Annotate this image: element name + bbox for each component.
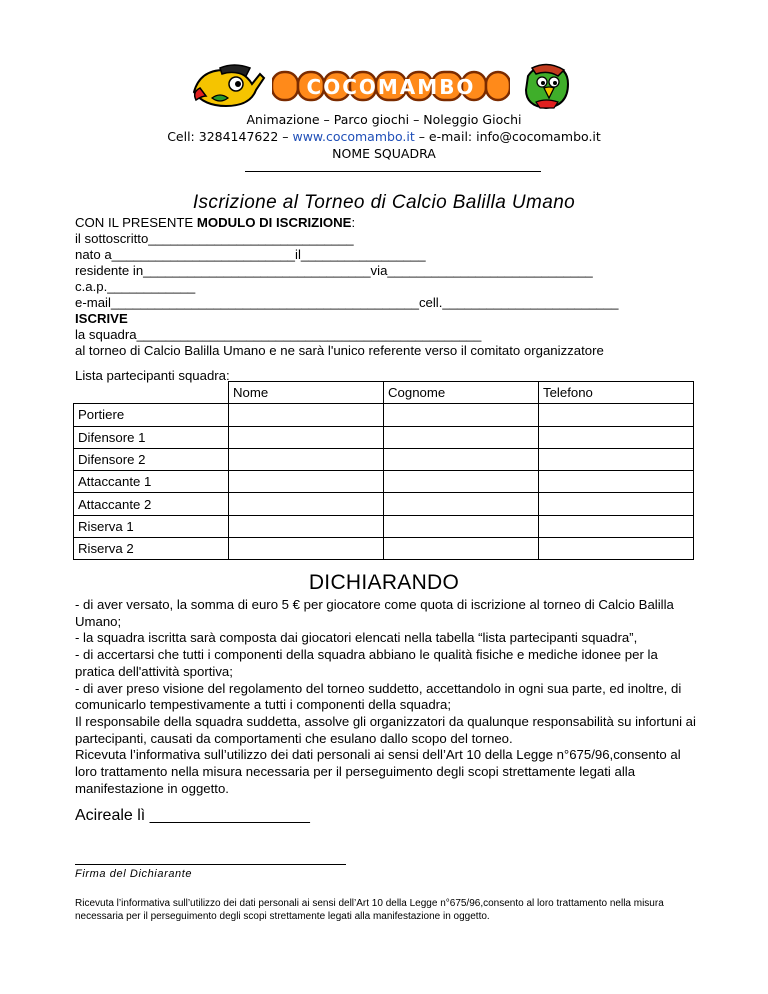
declaration-line: - la squadra iscritta sarà composta dai giocatori elencati nella tabella “lista partecipanti squadra”, (75, 630, 638, 646)
header-nome: Nome (229, 382, 384, 404)
residence-field[interactable]: residente in_______________________________via____________________________ (75, 263, 593, 278)
iscrive-heading: ISCRIVE (75, 311, 128, 326)
nome-cell[interactable] (229, 404, 384, 426)
form-title: Iscrizione al Torneo di Calcio Balilla Umano (192, 192, 576, 213)
cognome-cell[interactable] (384, 538, 539, 560)
cognome-cell[interactable] (384, 448, 539, 470)
table-corner (74, 382, 229, 404)
header-telefono: Telefono (539, 382, 694, 404)
cognome-cell[interactable] (384, 493, 539, 515)
telefono-cell[interactable] (539, 515, 694, 537)
phone-text: Cell: 3284147622 – (167, 129, 293, 144)
logo-text: COCOMAMBO (306, 75, 476, 99)
nome-cell[interactable] (229, 426, 384, 448)
table-header-row (74, 382, 694, 404)
declaration-line: Umano; (75, 613, 122, 629)
cognome-cell[interactable] (384, 404, 539, 426)
telefono-cell[interactable] (539, 426, 694, 448)
nome-cell[interactable] (229, 493, 384, 515)
intro-bold: MODULO DI ISCRIZIONE (196, 215, 352, 230)
role-cell: Portiere (74, 404, 229, 426)
telefono-cell[interactable] (539, 448, 694, 470)
cognome-cell[interactable] (384, 471, 539, 493)
table-row (74, 515, 694, 537)
nome-cell[interactable] (229, 471, 384, 493)
intro-line (75, 215, 355, 231)
place-date-field[interactable]: Acireale lì __________________ (75, 807, 310, 824)
declaration-line: Ricevuta l’informativa sull’utilizzo dei dati personali ai sensi dell’Art 10 della Legge n°675/96,consento al loro trattamento nella misura necessaria per il perseguimento degli scopi strettamente legati alla manifestazione in oggetto. (75, 747, 685, 796)
email-text: – e-mail: info@cocomambo.it (414, 129, 601, 144)
table-row (74, 404, 694, 426)
team-field[interactable]: la squadra_______________________________________________ (75, 327, 482, 342)
team-name-field[interactable] (245, 171, 541, 172)
nome-cell[interactable] (229, 538, 384, 560)
table-row (74, 426, 694, 448)
team-name-label: NOME SQUADRA (332, 146, 436, 161)
signer-field[interactable]: il sottoscritto____________________________ (75, 231, 354, 246)
nome-cell[interactable] (229, 448, 384, 470)
declaration-line: - di aver preso visione del regolamento del torneo suddetto, accettandolo in ogni sua parte, ed inoltre, di comunicarlo tempestivamente a tutti i componenti della squadra; (75, 680, 685, 713)
website-link[interactable]: www.cocomambo.it (292, 129, 415, 144)
email-cell-field[interactable]: e-mail__________________________________________cell.________________________ (75, 295, 619, 310)
table-row (74, 493, 694, 515)
participants-table (73, 381, 694, 560)
cognome-cell[interactable] (384, 515, 539, 537)
declaration-line: Il responsabile della squadra suddetta, assolve gli organizzatori da qualunque responsabilità su infortuni ai partecipanti, causati da comportamenti che esulano dallo scopo del torneo. (75, 713, 700, 746)
telefono-cell[interactable] (539, 538, 694, 560)
contact-line (0, 128, 768, 145)
role-cell: Attaccante 1 (74, 471, 229, 493)
cognome-cell[interactable] (384, 426, 539, 448)
intro-end: : (351, 215, 356, 230)
privacy-footer: Ricevuta l’informativa sull’utilizzo dei dati personali ai sensi dell’Art 10 della Legge n°675/96,consento al loro trattamento nella misura necessaria per il perseguimento degli scopi strettamente legati alla manifestazione in oggetto. (75, 898, 664, 922)
header-cognome: Cognome (384, 382, 539, 404)
parrot-right-icon (518, 62, 578, 112)
signature-label: Firma del Dichiarante (75, 868, 193, 880)
role-cell: Difensore 1 (74, 426, 229, 448)
cocomambo-wordmark (272, 66, 510, 104)
signature-field[interactable] (75, 864, 346, 865)
declaration-line: - di accertarsi che tutti i componenti della squadra abbiano le qualità fisiche e mediche idonee per la pratica dell'attività sportiva; (75, 647, 662, 679)
list-label: Lista partecipanti squadra: (75, 368, 230, 383)
cap-field[interactable]: c.a.p.____________ (75, 279, 196, 294)
telefono-cell[interactable] (539, 471, 694, 493)
nome-cell[interactable] (229, 515, 384, 537)
role-cell: Difensore 2 (74, 448, 229, 470)
referent-text: al torneo di Calcio Balilla Umano e ne sarà l'unico referente verso il comitato organizzatore (75, 343, 604, 358)
declaration-line: - di aver versato, la somma di euro 5 € per giocatore come quota di iscrizione al torneo di Calcio Balilla (75, 597, 674, 612)
intro-text: CON IL PRESENTE (75, 215, 197, 230)
role-cell: Attaccante 2 (74, 493, 229, 515)
role-cell: Riserva 1 (74, 515, 229, 537)
telefono-cell[interactable] (539, 404, 694, 426)
declaration-title: DICHIARANDO (308, 571, 460, 594)
role-cell: Riserva 2 (74, 538, 229, 560)
declaration-text (75, 597, 700, 797)
table-row (74, 538, 694, 560)
parrot-left-icon (190, 62, 270, 112)
tagline: Animazione – Parco giochi – Noleggio Giochi (246, 112, 522, 127)
cocomambo-logo (190, 62, 580, 112)
table-row (74, 471, 694, 493)
birth-field[interactable]: nato a_________________________il_________________ (75, 247, 426, 262)
telefono-cell[interactable] (539, 493, 694, 515)
table-row (74, 448, 694, 470)
